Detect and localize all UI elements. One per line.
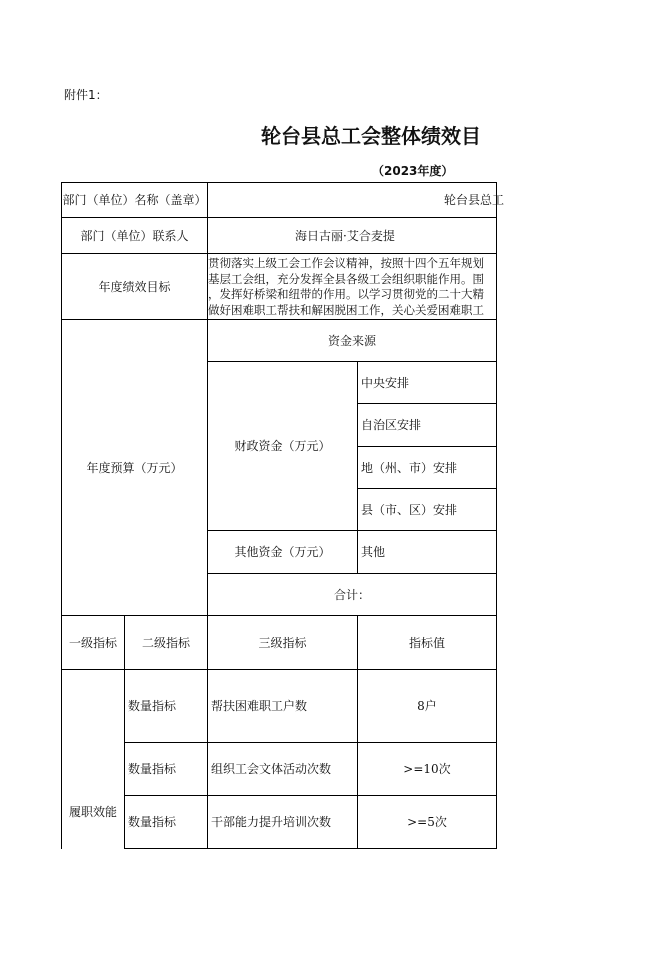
central-allocation-label: 中央安排 xyxy=(361,375,410,390)
level1-performance-text: 履职效能 xyxy=(68,805,117,819)
table-row-level2: 数量指标 xyxy=(128,762,177,776)
table-row-level2: 数量指标 xyxy=(128,815,177,829)
level3-indicator-header: 三级指标 xyxy=(258,635,307,650)
total-label: 合计： xyxy=(333,587,370,602)
annual-goal-text xyxy=(208,256,496,318)
annual-budget-label: 年度预算（万元） xyxy=(86,460,183,475)
goal-line: 贯彻落实上级工会工作会议精神，按照十四个五年规划 xyxy=(208,256,484,270)
dept-name-value: 轮台县总工 xyxy=(444,192,505,207)
attachment-label: 附件1： xyxy=(64,88,108,102)
goal-line: ，发挥好桥梁和纽带的作用。以学习贯彻党的二十大精 xyxy=(208,287,484,301)
level1-indicator-header: 一级指标 xyxy=(68,635,117,650)
table-row-level2: 数量指标 xyxy=(128,699,177,713)
goal-line: 做好困难职工帮扶和解困脱困工作，关心关爱困难职工 xyxy=(208,302,484,317)
other-funds-label: 其他资金（万元） xyxy=(234,545,331,559)
level2-indicator-header: 二级指标 xyxy=(141,635,190,650)
county-allocation-label: 县（市、区）安排 xyxy=(361,502,458,517)
table-row-level3: 干部能力提升培训次数 xyxy=(211,815,332,829)
other-item-label: 其他 xyxy=(361,545,386,559)
table-row-value: >=5次 xyxy=(407,815,447,829)
region-allocation-label: 自治区安排 xyxy=(361,418,422,432)
dept-name-label: 部门（单位）名称（盖章） xyxy=(62,193,207,207)
fiscal-funds-label: 财政资金（万元） xyxy=(234,439,331,453)
funding-source-header: 资金来源 xyxy=(327,333,376,348)
annual-goal-label: 年度绩效目标 xyxy=(98,279,171,294)
indicator-value-header: 指标值 xyxy=(408,635,445,650)
contact-value: 海日古丽·艾合麦提 xyxy=(295,228,395,243)
goal-line: 基层工会组，充分发挥全县各级工会组织职能作用。围 xyxy=(208,271,484,286)
table-row-level3: 帮扶困难职工户数 xyxy=(211,699,308,713)
table-row-value: >=10次 xyxy=(403,762,451,776)
prefecture-allocation-label: 地（州、市）安排 xyxy=(361,460,458,475)
contact-label: 部门（单位）联系人 xyxy=(80,228,189,243)
table-row-level3: 组织工会文体活动次数 xyxy=(211,762,332,776)
table-row-value: 8户 xyxy=(417,699,437,713)
page-title: 轮台县总工会整体绩效目 xyxy=(261,124,481,148)
year-label: （2023年度） xyxy=(372,164,454,178)
level1-performance xyxy=(62,670,124,956)
